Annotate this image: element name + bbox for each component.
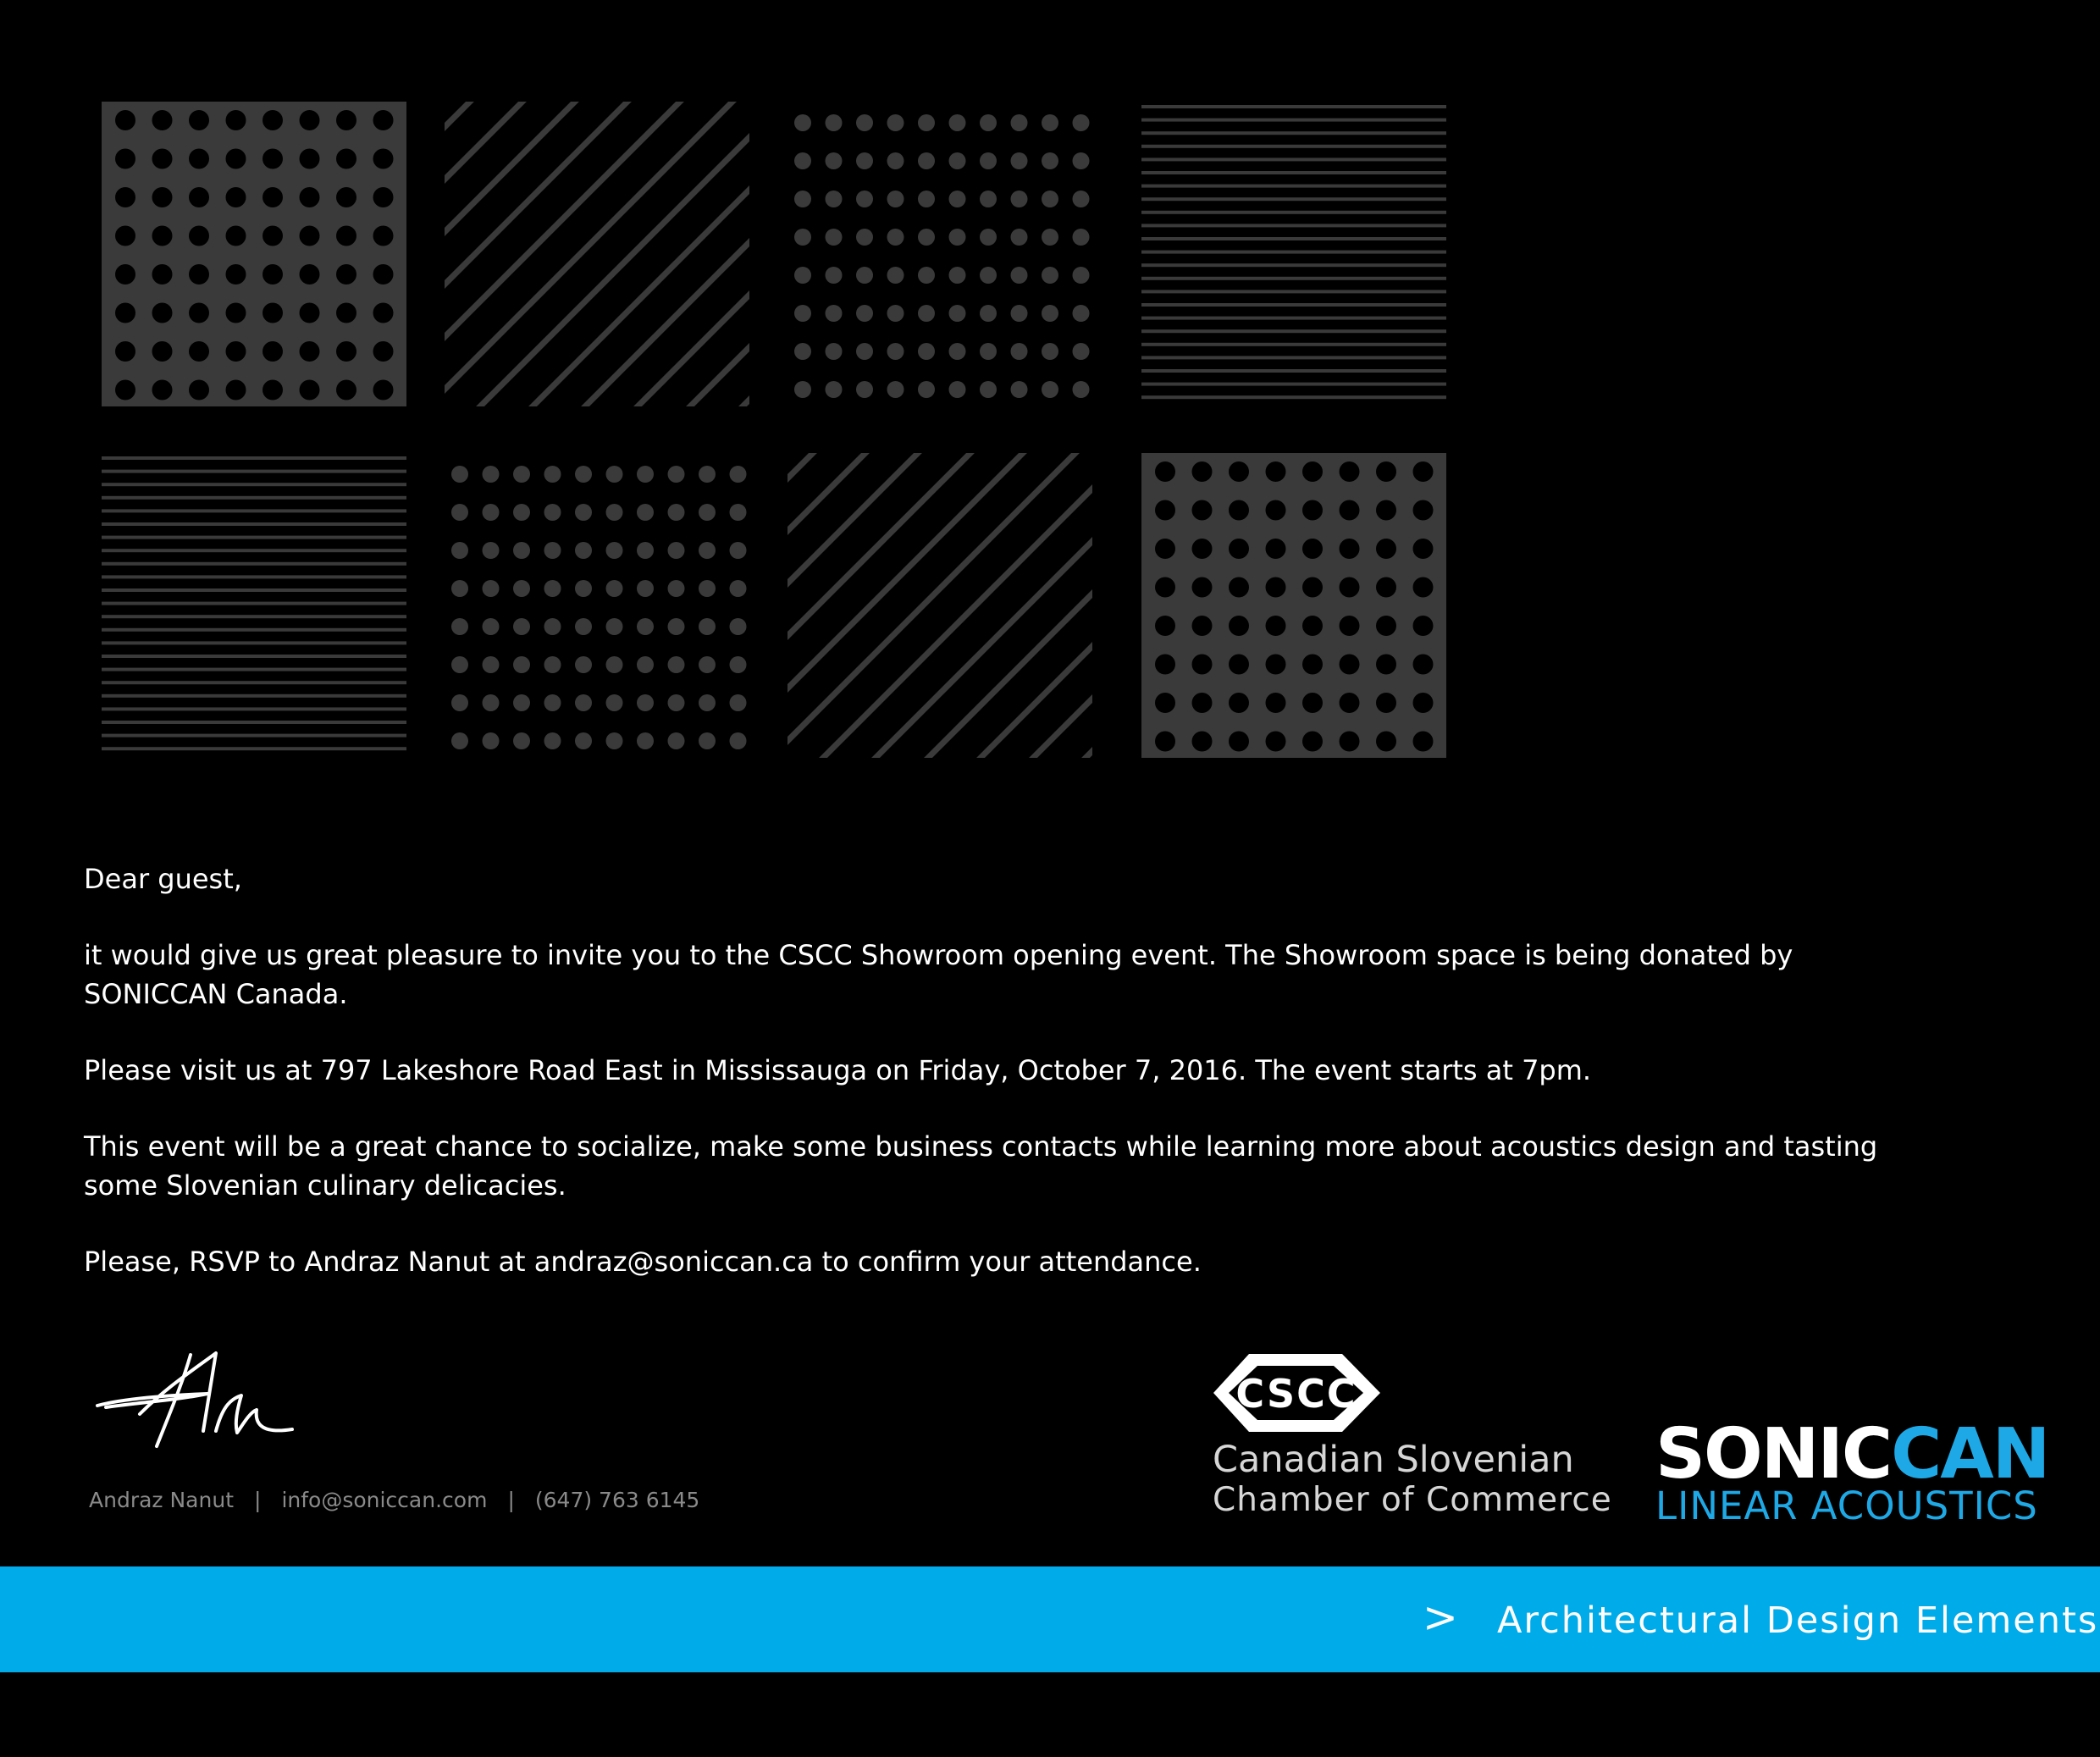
contact-separator: | — [507, 1488, 515, 1512]
letter-paragraph-event: This event will be a great chance to socialize, make some business contacts while learning more about acoustics design and tasting some Slovenian culinary delicacies. — [84, 1130, 1878, 1202]
contact-line — [89, 1488, 699, 1512]
acoustic-tile-dot-grid — [794, 114, 1090, 398]
cscc-diamond-mark — [1213, 1354, 1380, 1432]
contact-email[interactable]: info@soniccan.com — [281, 1488, 488, 1512]
chevron-right-icon: > — [1423, 1593, 1458, 1642]
letter-paragraph-invitation: it would give us great pleasure to invite you to the CSCC Showroom opening event. The Showroom space is being donated by SONICCAN Canada. — [84, 939, 1793, 1010]
soniccan-wordmark — [1655, 1414, 2049, 1495]
soniccan-tagline: LINEAR ACOUSTICS — [1655, 1484, 2038, 1528]
contact-separator: | — [254, 1488, 262, 1512]
footer-tagline: Architectural Design Elements — [1497, 1600, 2099, 1642]
cscc-name-line1: Canadian Slovenian — [1213, 1439, 1574, 1481]
cscc-name-line2: Chamber of Commerce — [1213, 1481, 1612, 1519]
acoustic-tile-perforated-dots — [102, 102, 406, 406]
acoustic-tile-perforated-dots — [1141, 453, 1446, 758]
letter-paragraph-rsvp: Please, RSVP to Andraz Nanut at andraz@soniccan.ca to confirm your attendance. — [84, 1246, 1202, 1278]
salutation: Dear guest, — [84, 863, 242, 895]
soniccan-wordmark-can: CAN — [1891, 1414, 2049, 1495]
contact-name: Andraz Nanut — [89, 1488, 234, 1512]
soniccan-logo — [1655, 1414, 2049, 1528]
invitation-letter — [84, 859, 1904, 1318]
acoustic-tile-horizontal-slats — [1141, 105, 1446, 399]
cscc-logo-text: CSCC — [1235, 1371, 1357, 1417]
soniccan-wordmark-sonic: SONIC — [1655, 1414, 1892, 1495]
acoustic-tile-horizontal-slats — [102, 456, 406, 750]
acoustic-panel-pattern-grid — [0, 0, 1482, 771]
cscc-name — [1213, 1439, 1612, 1521]
acoustic-tile-dot-grid — [451, 466, 747, 749]
handwritten-signature — [89, 1346, 309, 1456]
contact-phone: (647) 763 6145 — [534, 1488, 700, 1512]
letter-paragraph-location: Please visit us at 797 Lakeshore Road East in Mississauga on Friday, October 7, 2016. The event starts at 7pm. — [84, 1054, 1592, 1086]
